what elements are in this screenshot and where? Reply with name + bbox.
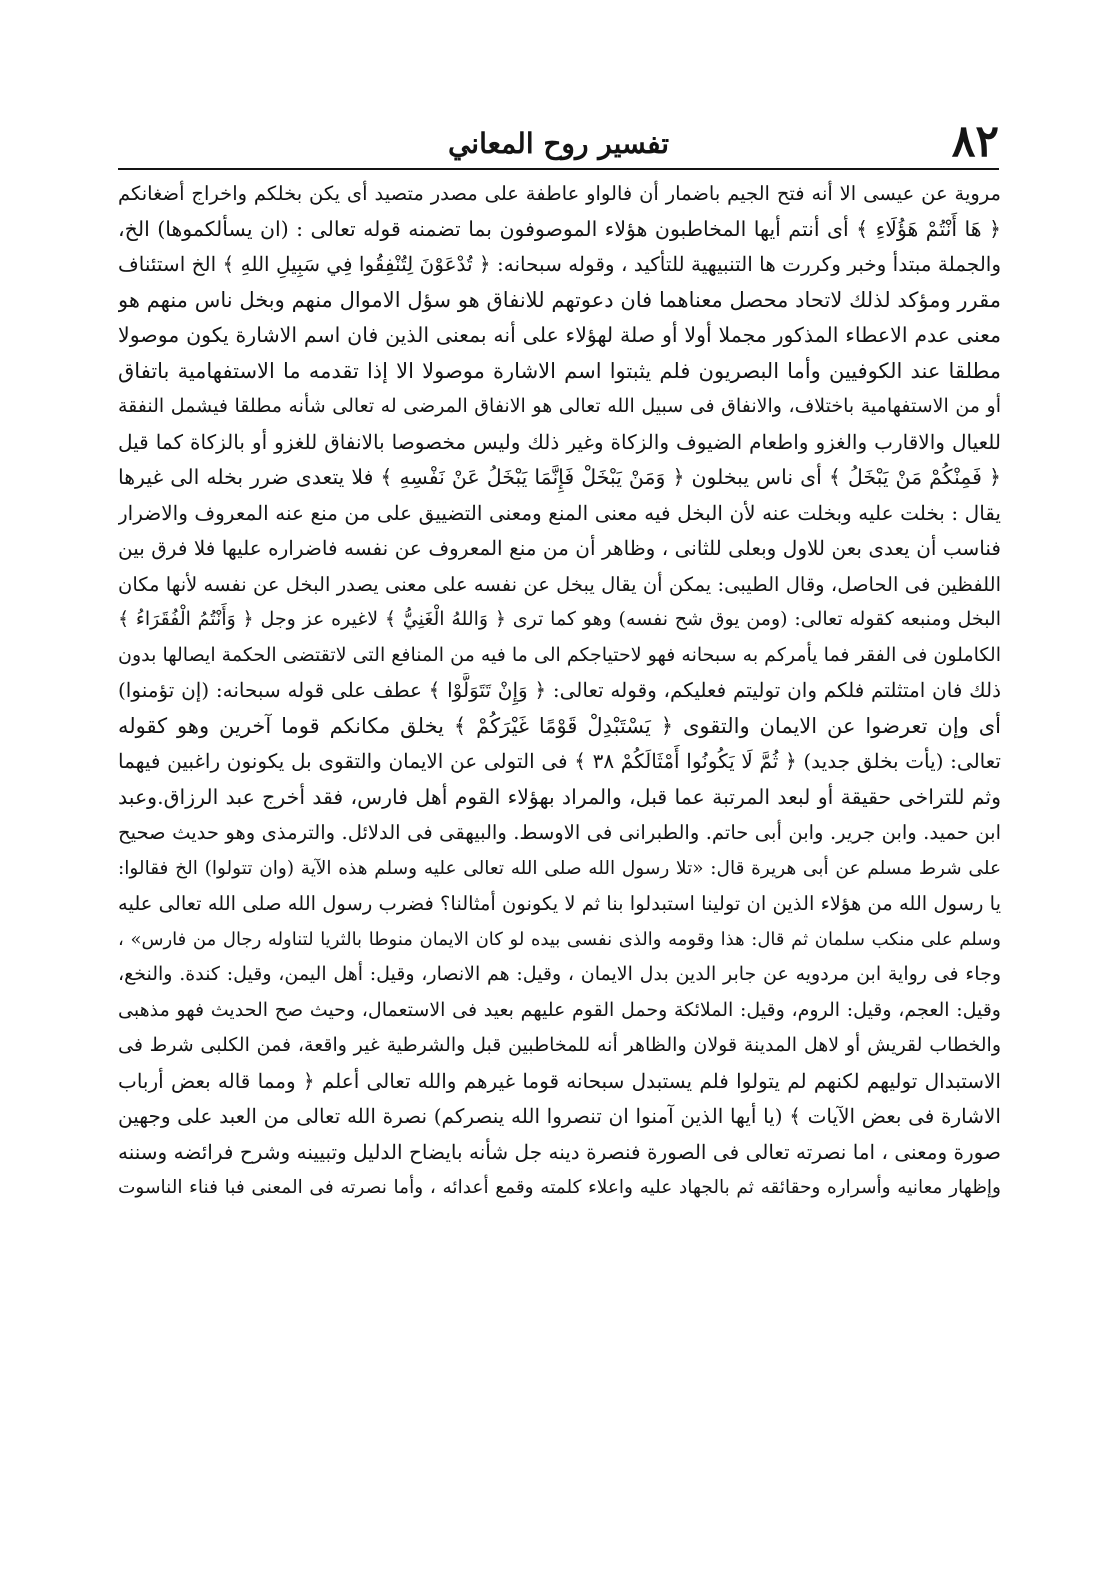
text-line: والخطاب لقريش أو لاهل المدينة قولان والظاهر أنه للمخاطبين قبل والشرطية غير واقعة، فمن الكلبى شرط فى: [118, 1034, 1001, 1056]
running-title: تفسير روح المعاني: [447, 127, 670, 160]
text-line: أو من الاستفهامية باختلاف، والانفاق فى سبيل الله تعالى هو الانفاق المرضى له تعالى شأنه مطلقا فيشمل النفقة: [118, 395, 1001, 417]
text-line: معنى عدم الاعطاء المذكور مجملا أولا أو صلة لهؤلاء على أنه بمعنى الذين فان اسم الاشارة يكون موصولا: [118, 323, 1001, 347]
text-line: يا رسول الله من هؤلاء الذين ان تولينا استبدلوا بنا ثم لا يكونون أمثالنا؟ فضرب رسول الله صلى الله تعالى عليه: [118, 892, 1001, 915]
text-line: أى وإن تعرضوا عن الايمان والتقوى ﴿ يَسْتَبْدِلْ قَوْمًا غَيْرَكُمْ ﴾ يخلق مكانكم قوما آخرين وهو كقوله: [118, 713, 1001, 738]
text-line: مطلقا عند الكوفيين وأما البصريون فلم يثبتوا اسم الاشارة موصولا الا إذا تقدمه ما الاستفهامية باتفاق: [118, 358, 1001, 383]
text-line: ابن حميد. وابن جرير. وابن أبى حاتم. والطبرانى فى الاوسط. والبيهقى فى الدلائل. والترمذى وهو حديث صحيح: [118, 821, 1001, 844]
text-line: ذلك فان امتثلتم فلكم وان توليتم فعليكم، وقوله تعالى: ﴿ وَإِنْ تَتَوَلَّوْا ﴾ عطف على قوله سبحانه: (إن تؤمنوا): [118, 678, 1001, 702]
text-line: ﴿ فَمِنْكُمْ مَنْ يَبْخَلُ ﴾ أى ناس يبخلون ﴿ وَمَنْ يَبْخَلْ فَإِنَّمَا يَبْخَلُ عَنْ نَفْسِهِ ﴾ فلا يتعدى ضرر بخله الى غيرها: [118, 465, 1001, 489]
text-line: ﴿ هَا أَنْتُمْ هَؤُلَاءِ ﴾ أى أنتم أيها المخاطبون هؤلاء الموصوفون بما تضمنه قوله تعالى : (ان يسألكموها) الخ،: [118, 216, 1001, 241]
page-number: ٨٢: [951, 116, 999, 167]
text-line: تعالى: (يأت بخلق جديد) ﴿ ثُمَّ لَا يَكُونُوا أَمْثَالَكُمْ ٣٨ ﴾ فى التولى عن الايمان والتقوى بل يكونون راغبين فيهما: [118, 749, 1001, 773]
text-line: وجاء فى رواية ابن مردويه عن جابر الدين بدل الايمان ، وقيل: هم الانصار، وقيل: أهل اليمن، وقيل: كندة. والنخع،: [118, 963, 1001, 985]
text-line: وإظهار معانيه وأسراره وحقائقه ثم بالجهاد عليه واعلاء كلمته وقمع أعدائه ، وأما نصرته فى المعنى فبا فناء الناسوت: [118, 1177, 1001, 1198]
page-header: [118, 118, 999, 170]
body-text: [118, 176, 1001, 1206]
text-line: مقرر ومؤكد لذلك لاتحاد محصل معناهما فان دعوتهم للانفاق هو سؤل الاموال منهم وبخل ناس منهم هو: [118, 287, 1001, 312]
text-line: فناسب أن يعدى بعن للاول وبعلى للثانى ، وظاهر أن من منع المعروف عن نفسه فاضراره عليها فلا فرق بين: [118, 536, 1001, 560]
text-line: والجملة مبتدأ وخبر وكررت ها التنبيهية للتأكيد ، وقوله سبحانه: ﴿ تُدْعَوْنَ لِتُنْفِقُوا فِي سَبِيلِ اللهِ ﴾ الخ استئناف: [118, 252, 1001, 276]
header-rule: [118, 168, 999, 170]
text-line: للعيال والاقارب والغزو واطعام الضيوف والزكاة وغير ذلك وليس مخصوصا بالانفاق للغزو أو بالزكاة كما قيل: [118, 429, 1001, 454]
text-line: الكاملون فى الفقر فما يأمركم به سبحانه فهو لاحتياجكم الى ما فيه من المنافع التى لاتقتضى الحكمة ايصالها بدون: [118, 643, 1001, 666]
text-line: وثم للتراخى حقيقة أو لبعد المرتبة عما قبل، والمراد بهؤلاء القوم أهل فارس، فقد أخرج عبد الرزاق.وعبد: [118, 784, 1001, 809]
text-line: وقيل: العجم، وقيل: الروم، وقيل: الملائكة وحمل القوم عليهم بعيد فى الاستعمال، وحيث صح الحديث فهو مذهبى: [118, 998, 1001, 1021]
text-line: يقال : بخلت عليه وبخلت عنه لأن البخل فيه معنى المنع ومعنى التضييق على من منع عنه المعروف والاضرار: [118, 500, 1001, 525]
text-line: وسلم على منكب سلمان ثم قال: هذا وقومه والذى نفسى بيده لو كان الايمان منوطا بالثريا لتناوله رجال من فارس» ،: [118, 928, 1001, 950]
text-line: على شرط مسلم عن أبى هريرة قال: «تلا رسول الله صلى الله تعالى عليه وسلم هذه الآية (وان تتولوا) الخ فقالوا:: [118, 857, 1001, 879]
text-line: مروية عن عيسى الا أنه فتح الجيم باضمار أن فالواو عاطفة على مصدر متصيد أى يكن بخلكم واخراج أضغانكم: [118, 182, 1001, 205]
text-line: اللفظين فى الحاصل، وقال الطيبى: يمكن أن يقال يبخل عن نفسه على معنى يصدر البخل عن نفسه لأنها مكان: [118, 572, 1001, 596]
text-line: البخل ومنبعه كقوله تعالى: (ومن يوق شح نفسه) وهو كما ترى ﴿ وَاللهُ الْغَنِيُّ ﴾ لاغيره عز وجل ﴿ وَأَنْتُمُ الْفُقَرَاءُ ﴾: [118, 608, 1001, 630]
text-line: الاستبدال توليهم لكنهم لم يتولوا فلم يستبدل سبحانه قوما غيرهم والله تعالى أعلم ﴿ ومما قاله بعض أرباب: [118, 1068, 1001, 1093]
text-line: صورة ومعنى ، اما نصرته تعالى فى الصورة فنصرة دينه جل شأنه بايضاح الدليل وتبيينه وشرح فرائضه وسننه: [118, 1139, 1001, 1164]
text-line: الاشارة فى بعض الآيات ﴾ (يا أيها الذين آمنوا ان تنصروا الله ينصركم) نصرة الله تعالى من العبد على وجهين: [118, 1104, 1001, 1128]
